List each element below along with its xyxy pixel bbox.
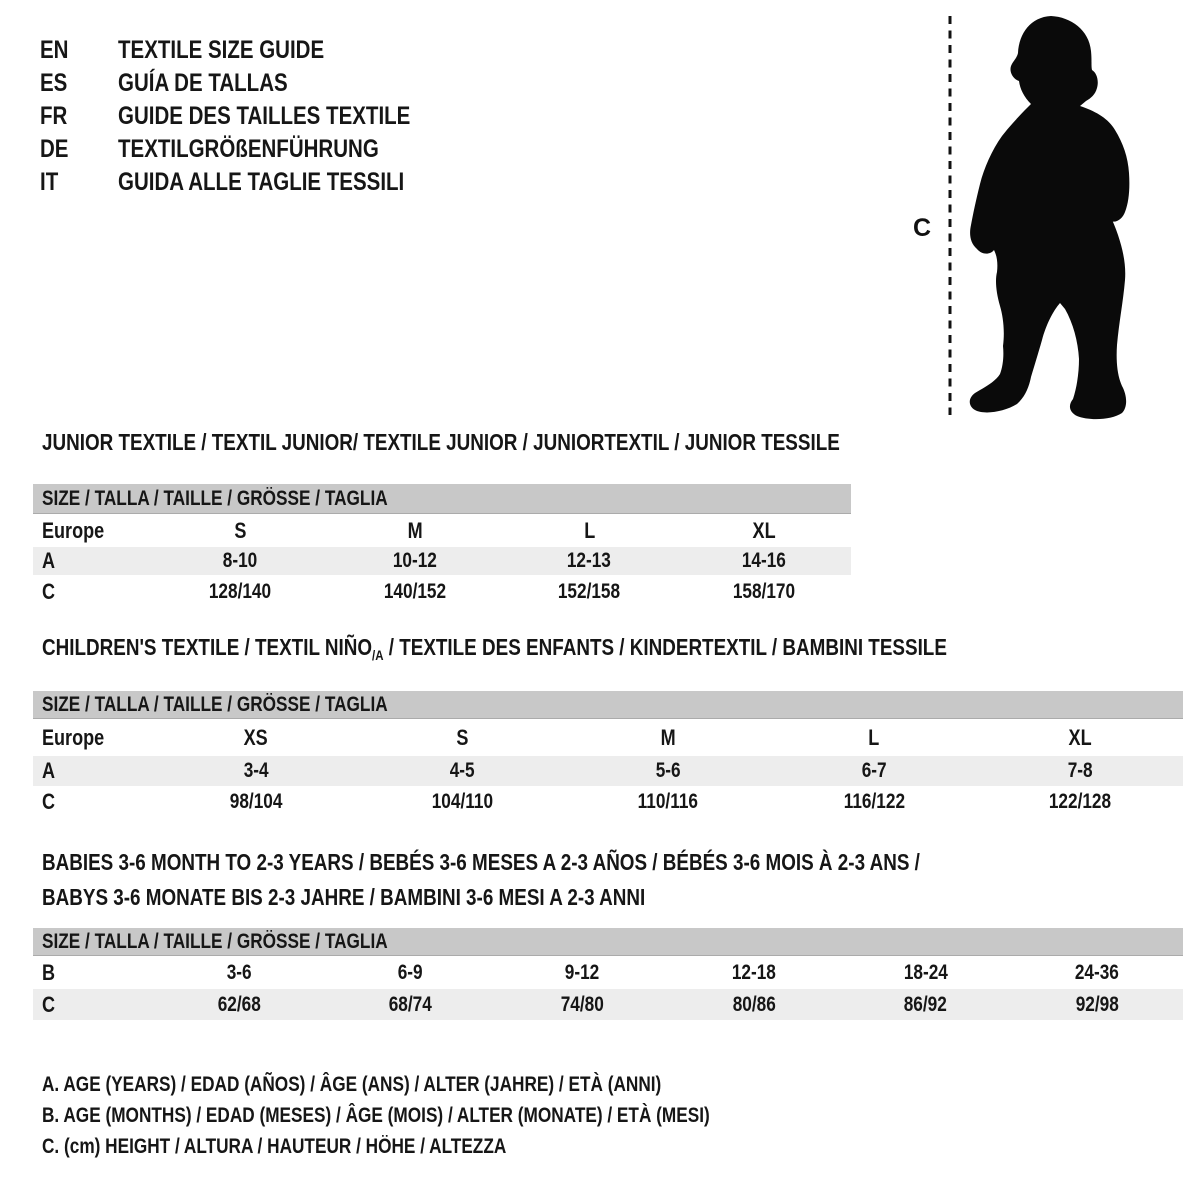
- babies-section-title-line2: [42, 884, 778, 911]
- size-col-l: L: [583, 517, 595, 543]
- height-value: 116/122: [843, 790, 905, 813]
- months-value: 12-18: [731, 960, 776, 984]
- data-cell: [502, 580, 677, 604]
- babies-height-row: [33, 989, 1183, 1020]
- babies-section-title-line1: [42, 849, 1113, 876]
- size-col-cell: [977, 725, 1183, 751]
- data-cell: [840, 961, 1012, 985]
- size-col-s: S: [455, 724, 469, 750]
- language-code-es: ES: [40, 69, 68, 97]
- months-value: 3-6: [226, 960, 252, 984]
- size-col-xl: XL: [1068, 724, 1092, 750]
- height-value: 128/140: [209, 579, 272, 603]
- data-cell: [153, 790, 359, 814]
- data-cell: [565, 790, 771, 814]
- row-label-cell: [33, 758, 153, 784]
- junior-size-header-bar: [33, 484, 851, 514]
- data-cell: [153, 580, 328, 604]
- row-label-cell: [33, 789, 153, 815]
- junior-age-row: [33, 547, 851, 575]
- language-title-de: TEXTILGRÖßENFÜHRUNG: [118, 135, 379, 163]
- children-size-table: [33, 691, 1183, 818]
- region-label: Europe: [42, 517, 105, 543]
- data-cell: [359, 790, 565, 814]
- age-value: 7-8: [1067, 759, 1093, 782]
- row-label-c: C: [42, 578, 56, 604]
- babies-months-row: [33, 956, 1183, 989]
- months-value: 24-36: [1075, 960, 1120, 984]
- language-title-es: GUÍA DE TALLAS: [118, 69, 288, 97]
- language-title-fr: GUIDE DES TAILLES TEXTILE: [118, 102, 411, 130]
- children-age-row: [33, 756, 1183, 786]
- data-cell: [359, 759, 565, 783]
- height-value: 68/74: [388, 992, 433, 1016]
- region-label: Europe: [42, 724, 105, 750]
- data-cell: [677, 549, 852, 573]
- size-header-label: SIZE / TALLA / TAILLE / GRÖSSE / TAGLIA: [42, 486, 388, 510]
- data-cell: [677, 580, 852, 604]
- row-label-b: B: [42, 959, 56, 985]
- language-title-en: TEXTILE SIZE GUIDE: [118, 36, 325, 64]
- data-cell: [977, 790, 1183, 814]
- children-title-main: CHILDREN'S TEXTILE / TEXTIL NIÑO: [42, 634, 373, 660]
- size-col-xl: XL: [752, 517, 776, 543]
- babies-size-table: [33, 928, 1183, 1020]
- data-cell: [328, 580, 503, 604]
- legend-note-b: [42, 1103, 856, 1129]
- language-row-es: [40, 67, 475, 100]
- data-cell: [153, 961, 325, 985]
- babies-size-header-bar: [33, 928, 1183, 956]
- babies-title-line2-text: BABYS 3-6 MONATE BIS 2-3 JAHRE / BAMBINI 3-6 MESI A 2-3 ANNI: [42, 884, 646, 910]
- size-col-l: L: [868, 724, 880, 750]
- row-label-a: A: [42, 758, 56, 783]
- height-measure-label: C: [913, 214, 932, 242]
- age-value: 10-12: [392, 549, 437, 572]
- language-code-en: EN: [40, 36, 69, 64]
- data-cell: [1011, 961, 1183, 985]
- junior-section-title-text: JUNIOR TEXTILE / TEXTIL JUNIOR/ TEXTILE JUNIOR / JUNIORTEXTIL / JUNIOR TESSILE: [42, 429, 840, 455]
- size-header-label: SIZE / TALLA / TAILLE / GRÖSSE / TAGLIA: [42, 929, 388, 953]
- junior-size-table: [33, 484, 851, 608]
- data-cell: [977, 759, 1183, 783]
- height-value: 98/104: [229, 790, 283, 813]
- height-value: 140/152: [383, 579, 446, 603]
- children-columns-row: [33, 719, 1183, 756]
- data-cell: [153, 759, 359, 783]
- toddler-figure: [893, 4, 1145, 422]
- months-value: 18-24: [903, 960, 948, 984]
- language-row-it: [40, 166, 475, 199]
- data-cell: [771, 790, 977, 814]
- size-col-m: M: [407, 517, 423, 543]
- size-col-cell: [565, 725, 771, 751]
- language-row-en: [40, 34, 475, 67]
- size-col-cell: [153, 518, 328, 544]
- data-cell: [153, 993, 325, 1017]
- size-col-m: M: [660, 724, 676, 750]
- data-cell: [496, 961, 668, 985]
- height-value: 62/68: [217, 992, 261, 1016]
- legend-note-a: [42, 1072, 856, 1098]
- language-code-it: IT: [40, 168, 59, 196]
- height-value: 152/158: [558, 579, 621, 603]
- height-value: 158/170: [732, 579, 795, 603]
- data-cell: [840, 993, 1012, 1017]
- legend-note-c-text: C. (cm) HEIGHT / ALTURA / HAUTEUR / HÖHE / ALTEZZA: [42, 1135, 507, 1158]
- children-section-title-text: [42, 634, 947, 663]
- size-col-cell: [677, 518, 852, 544]
- row-label-c: C: [42, 789, 56, 814]
- data-cell: [325, 961, 497, 985]
- months-value: 9-12: [564, 960, 600, 984]
- row-label-cell: [33, 960, 153, 986]
- data-cell: [771, 759, 977, 783]
- row-label-cell: [33, 518, 153, 544]
- months-value: 6-9: [398, 960, 423, 984]
- data-cell: [668, 993, 840, 1017]
- data-cell: [496, 993, 668, 1017]
- language-row-de: [40, 133, 475, 166]
- data-cell: [502, 549, 677, 573]
- row-label-c: C: [42, 991, 56, 1017]
- height-value: 104/110: [431, 790, 493, 813]
- legend-note-a-text: A. AGE (YEARS) / EDAD (AÑOS) / ÂGE (ANS) / ALTER (JAHRE) / ETÀ (ANNI): [42, 1073, 662, 1096]
- age-value: 5-6: [655, 759, 681, 782]
- children-height-row: [33, 786, 1183, 818]
- legend-notes: [42, 1072, 856, 1165]
- toddler-silhouette-icon: [970, 16, 1130, 419]
- age-value: 14-16: [741, 549, 786, 572]
- size-header-label: SIZE / TALLA / TAILLE / GRÖSSE / TAGLIA: [42, 692, 388, 716]
- junior-columns-row: [33, 514, 851, 547]
- data-cell: [328, 549, 503, 573]
- age-value: 4-5: [449, 759, 475, 782]
- age-value: 3-4: [243, 759, 269, 782]
- height-value: 110/116: [637, 790, 699, 813]
- children-size-header-bar: [33, 691, 1183, 719]
- size-col-cell: [502, 518, 677, 544]
- row-label-cell: [33, 579, 153, 605]
- height-value: 86/92: [903, 992, 948, 1016]
- size-col-cell: [153, 725, 359, 751]
- row-label-cell: [33, 725, 153, 751]
- babies-title-line1-text: BABIES 3-6 MONTH TO 2-3 YEARS / BEBÉS 3-6 MESES A 2-3 AÑOS / BÉBÉS 3-6 MOIS À 2-3 ANS /: [42, 849, 920, 875]
- legend-note-b-text: B. AGE (MONTHS) / EDAD (MESES) / ÂGE (MOIS) / ALTER (MONATE) / ETÀ (MESI): [42, 1104, 710, 1127]
- data-cell: [668, 961, 840, 985]
- age-value: 6-7: [861, 759, 887, 782]
- row-label-cell: [33, 548, 153, 574]
- size-col-cell: [359, 725, 565, 751]
- junior-height-row: [33, 575, 851, 608]
- data-cell: [325, 993, 497, 1017]
- size-col-cell: [328, 518, 503, 544]
- language-row-fr: [40, 100, 475, 133]
- language-title-it: GUIDA ALLE TAGLIE TESSILI: [118, 168, 405, 196]
- legend-note-c: [42, 1134, 856, 1160]
- children-title-rest: / TEXTILE DES ENFANTS / KINDERTEXTIL / BAMBINI TESSILE: [383, 634, 947, 660]
- size-col-cell: [771, 725, 977, 751]
- age-value: 12-13: [567, 549, 612, 572]
- size-col-s: S: [234, 517, 247, 543]
- row-label-a: A: [42, 548, 56, 573]
- language-code-fr: FR: [40, 102, 68, 130]
- junior-section-title: [42, 429, 1015, 456]
- language-code-de: DE: [40, 135, 69, 163]
- children-title-sub: /A: [372, 647, 384, 663]
- language-title-list: [40, 34, 475, 199]
- data-cell: [1011, 993, 1183, 1017]
- size-col-xs: XS: [243, 724, 269, 750]
- height-value: 122/128: [1048, 790, 1112, 813]
- children-section-title: [42, 635, 1146, 662]
- row-label-cell: [33, 992, 153, 1018]
- data-cell: [153, 549, 328, 573]
- height-value: 92/98: [1075, 992, 1119, 1016]
- height-value: 80/86: [732, 992, 776, 1016]
- height-value: 74/80: [560, 992, 604, 1016]
- data-cell: [565, 759, 771, 783]
- age-value: 8-10: [223, 549, 258, 572]
